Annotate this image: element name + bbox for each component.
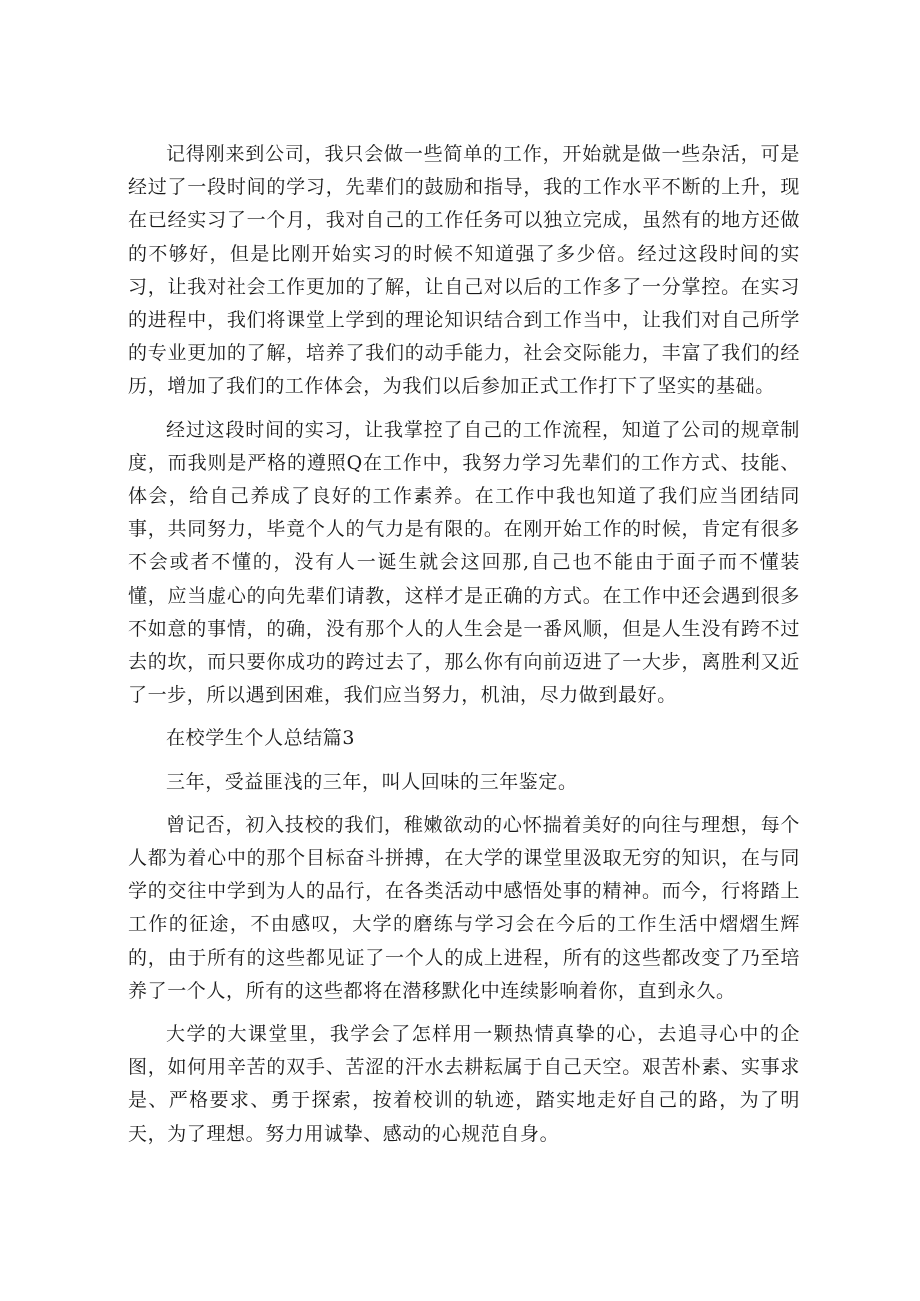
paragraph-university-classroom: 大学的大课堂里，我学会了怎样用一颗热情真挚的心，去追寻心中的企图，如何用辛苦的双手、苦涩的汗水去耕耘属于自己天空。艰苦朴素、实事求是、严格要求、勇于探索，按着校训的轨迹，踏实地走好自己的路，为了明天，为了理想。努力用诚挚、感动的心规范自身。 (128, 1023, 800, 1145)
paragraph-memories: 曾记否，初入技校的我们，稚嫩欲动的心怀揣着美好的向往与理想，每个人都为着心中的那个目标奋斗拼搏，在大学的课堂里汲取无穷的知识，在与同学的交往中学到为人的品行，在各类活动中感悟处事的精神。而今，行将踏上工作的征途，不由感叹，大学的磨练与学习会在今后的工作生活中熠熠生辉的，由于所有的这些都见证了一个人的成上进程，所有的这些都改变了乃至培养了一个人，所有的这些都将在潜移默化中连续影响着你，直到永久。 (128, 813, 800, 1002)
paragraph-three-years: 三年，受益匪浅的三年，叫人回味的三年鉴定。 (166, 770, 578, 793)
paragraph-internship-start: 记得刚来到公司，我只会做一些简单的工作，开始就是做一些杂活，可是经过了一段时间的学习，先辈们的鼓励和指导，我的工作水平不断的上升，现在已经实习了一个月，我对自己的工作任务可以独立完成，虽然有的地方还做的不够好，但是比刚开始实习的时候不知道强了多少倍。经过这段时间的实习，让我对社会工作更加的了解，让自己对以后的工作多了一分掌控。在实习的进程中，我们将课堂上学到的理论知识结合到工作当中，让我们对自己所学的专业更加的了解，培养了我们的动手能力，社会交际能力，丰富了我们的经历，增加了我们的工作体会，为我们以后参加正式工作打下了坚实的基础。 (128, 143, 800, 398)
document-body (128, 138, 800, 1151)
paragraph-work-process: 经过这段时间的实习，让我掌控了自己的工作流程，知道了公司的规章制度，而我则是严格的遵照Q在工作中，我努力学习先辈们的工作方式、技能、体会，给自己养成了良好的工作素养。在工作中我也知道了我们应当团结同事，共同努力，毕竟个人的气力是有限的。在刚开始工作的时候，肯定有很多不会或者不懂的，没有人一诞生就会这回那,自己也不能由于面子而不懂装懂，应当虚心的向先辈们请教，这样才是正确的方式。在工作中还会遇到很多不如意的事情，的确，没有那个人的人生会是一番风顺，但是人生没有跨不过去的坎，而只要你成功的跨过去了，那么你有向前迈进了一大步，离胜利又近了一步，所以遇到困难，我们应当努力，机油，尽力做到最好。 (128, 418, 800, 707)
section-heading: 在校学生个人总结篇3 (166, 727, 356, 750)
